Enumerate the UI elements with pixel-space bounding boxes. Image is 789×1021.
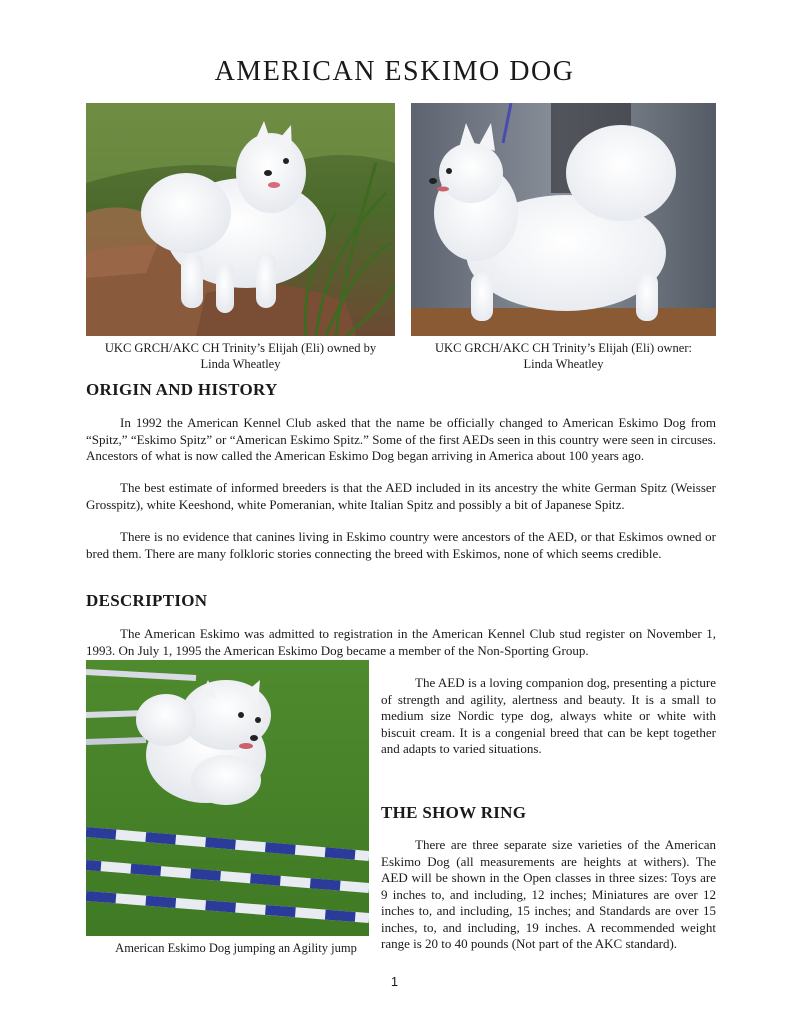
heading-the-show-ring: THE SHOW RING	[381, 803, 527, 822]
heading-origin-and-history: ORIGIN AND HISTORY	[86, 380, 278, 399]
description-paragraph-1: The American Eskimo was admitted to registration in the American Kennel Club stud register on November 1, 1993. On July 1, 1995 the American Eskimo Dog became a member of the Non-Sporting Group.	[86, 626, 716, 658]
origin-paragraph-1: In 1992 the American Kennel Club asked that the name be officially changed to American Eskimo Dog from “Spitz,” “Eskimo Spitz” or “American Eskimo Spitz.” Some of the first AEDs seen in this country were seen in circuses. Ancestors of what is now called the American Eskimo Dog began arriving in America about 100 years ago.	[86, 415, 716, 463]
dog-photo-show-stack	[411, 103, 716, 336]
page-number: 1	[390, 974, 399, 989]
caption-line: Linda Wheatley	[200, 357, 281, 371]
show-ring-paragraph-1: There are three separate size varieties of the American Eskimo Dog (all measurements are heights at withers). The AED will be shown in the Open classes in three sizes: Toys are 9 inches to, and including, 12 inches; Miniatures are over 12 inches to, and including, 15 inches; and Standards are over 15 inches, to, and including, 19 inches. A recommended weight range is 20 to 40 pounds (Not part of the AKC standard).	[381, 837, 716, 951]
caption-line: UKC GRCH/AKC CH Trinity’s Elijah (Eli) owned by	[104, 341, 377, 355]
photo-caption-right	[411, 340, 716, 372]
dog-photo-garden	[86, 103, 395, 336]
photo-caption-agility: American Eskimo Dog jumping an Agility jump	[115, 941, 357, 955]
page-title: AMERICAN ESKIMO DOG	[214, 56, 575, 87]
caption-line: Linda Wheatley	[523, 357, 604, 371]
heading-description: DESCRIPTION	[86, 591, 208, 610]
origin-paragraph-3: There is no evidence that canines living in Eskimo country were ancestors of the AED, or that Eskimos owned or bred them. There are many folkloric stories connecting the breed with Eskimos, none of which seems credible.	[86, 529, 716, 561]
description-paragraph-2: The AED is a loving companion dog, presenting a picture of strength and agility, alertness and beauty. It is a small to medium size Nordic type dog, always white or white with biscuit cream. It is a congenial breed that can be kept together and adapts to varied situations.	[381, 675, 716, 756]
photo-caption-left	[86, 340, 395, 372]
dog-photo-agility-jump	[86, 660, 369, 936]
origin-paragraph-2: The best estimate of informed breeders is that the AED included in its ancestry the white German Spitz (Weisser Grosspitz), white Keeshond, white Pomeranian, white Italian Spitz and possibly a bit of Japanese Spitz.	[86, 480, 716, 512]
caption-line: UKC GRCH/AKC CH Trinity’s Elijah (Eli) owner:	[435, 341, 692, 355]
